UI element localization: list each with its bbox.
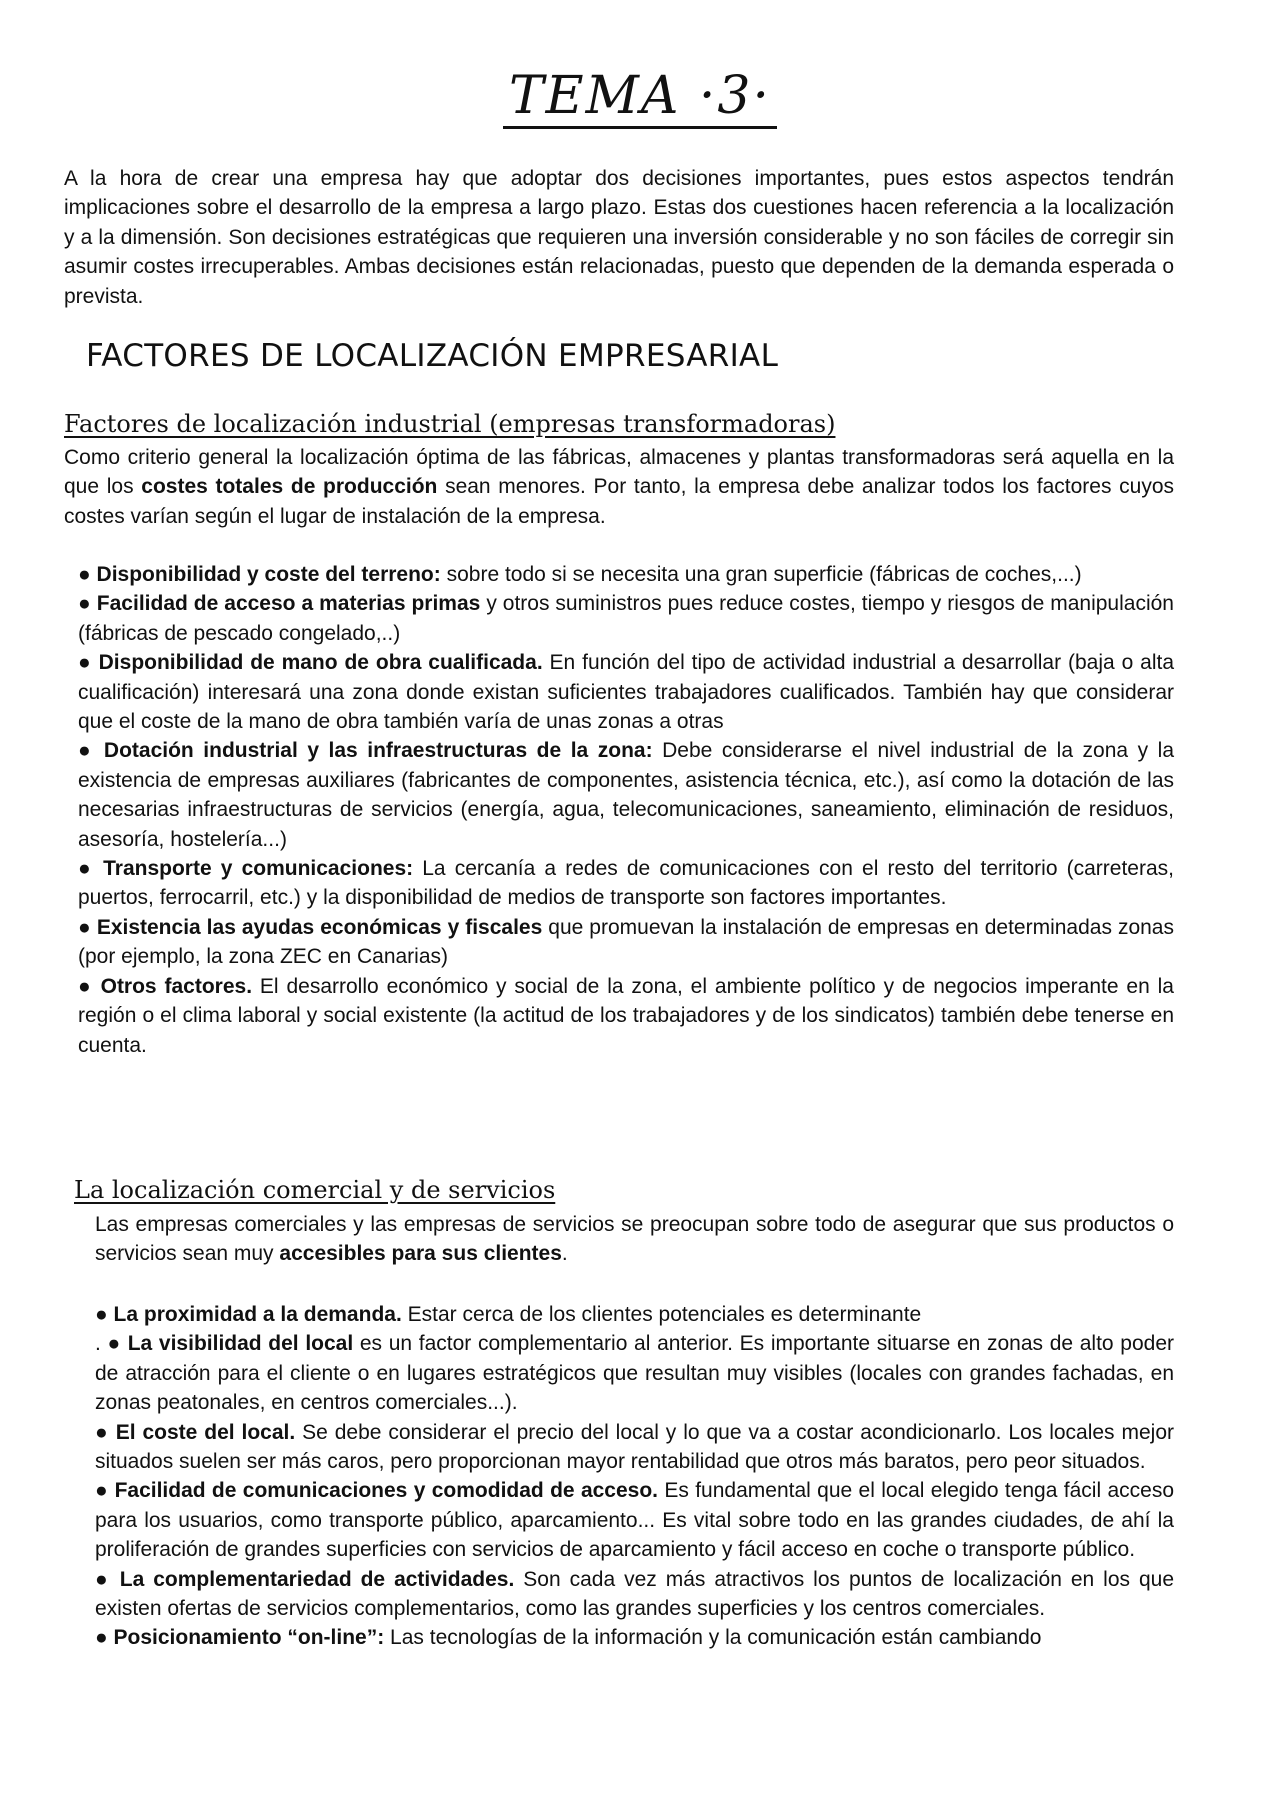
list-item: ● Facilidad de acceso a materias primas y otros suministros pues reduce costes, tiempo y riesgos de manipulación (fábricas de pescado congelado,..) [78, 592, 1174, 645]
commercial-paragraph: Las empresas comerciales y las empresas de servicios se preocupan sobre todo de asegurar que sus productos o servicios sean muy accesibles para sus clientes. [95, 1213, 1174, 1266]
list-item: ● Existencia las ayudas económicas y fiscales que promuevan la instalación de empresas en determinadas zonas (por ejemplo, la zona ZEC en Canarias) [78, 915, 1174, 969]
page-title: TEMA ·3· [0, 66, 1280, 126]
commercial-factor-list [95, 1300, 1174, 1653]
industrial-heading: Factores de localización industrial (empresas transformadoras) [64, 410, 836, 438]
list-item: ● Posicionamiento “on-line”: Las tecnologías de la información y la comunicación están cambiando [95, 1626, 1042, 1650]
intro-paragraph: A la hora de crear una empresa hay que adoptar dos decisiones importantes, pues estos aspectos tendrán implicaciones sobre el desarrollo de la empresa a largo plazo. Estas dos cuestiones hacen referencia a la localización y a la dimensión. Son decisiones estratégicas que requieren una inversión considerable y no son fáciles de corregir sin asumir costes irrecuperables. Ambas decisiones están relacionadas, puesto que dependen de la demanda esperada o prevista. [64, 167, 1174, 308]
list-item: ● Facilidad de comunicaciones y comodidad de acceso. Es fundamental que el local elegido tenga fácil acceso para los usuarios, como transporte público, aparcamiento... Es vital sobre todo en las grandes ciudades, de ahí la proliferación de grandes superficies con servicios de aparcamiento y fácil acceso en coche o transporte público. [95, 1479, 1174, 1562]
section-title: FACTORES DE LOCALIZACIÓN EMPRESARIAL [86, 338, 779, 374]
list-item: ● La complementariedad de actividades. Son cada vez más atractivos los puntos de localización en los que existen ofertas de servicios complementarios, como las grandes superficies y los centros comerciales. [95, 1567, 1174, 1621]
list-item: ● Dotación industrial y las infraestructuras de la zona: Debe considerarse el nivel industrial de la zona y la existencia de empresas auxiliares (fabricantes de componentes, asistencia técnica, etc.), así como la dotación de las necesarias infraestructuras de servicios (energía, agua, telecomunicaciones, saneamiento, eliminación de residuos, asesoría, hostelería...) [78, 739, 1174, 851]
list-item: ● Disponibilidad de mano de obra cualificada. En función del tipo de actividad industrial a desarrollar (baja o alta cualificación) interesará una zona donde existan suficientes trabajadores cualificados. También hay que considerar que el coste de la mano de obra también varía de unas zonas a otras [78, 651, 1174, 734]
commercial-heading: La localización comercial y de servicios [74, 1176, 556, 1204]
list-item: ● Transporte y comunicaciones: La cercanía a redes de comunicaciones con el resto del territorio (carreteras, puertos, ferrocarril, etc.) y la disponibilidad de medios de transporte son factores importantes. [78, 857, 1174, 910]
industrial-paragraph: Como criterio general la localización óptima de las fábricas, almacenes y plantas transformadoras será aquella en la que los costes totales de producción sean menores. Por tanto, la empresa debe analizar todos los factores cuyos costes varían según el lugar de instalación de la empresa. [64, 446, 1174, 528]
list-item: ● El coste del local. Se debe considerar el precio del local y lo que va a costar acondicionarlo. Los locales mejor situados suelen ser más caros, pero proporcionan mayor rentabilidad que otros más baratos, pero peor situados. [95, 1420, 1174, 1474]
list-item: ● Disponibilidad y coste del terreno: sobre todo si se necesita una gran superficie (fábricas de coches,...) [78, 563, 1082, 586]
industrial-factor-list [78, 560, 1174, 1060]
list-item: ● La proximidad a la demanda. Estar cerca de los clientes potenciales es determinante [95, 1303, 922, 1326]
list-item: ● Otros factores. El desarrollo económico y social de la zona, el ambiente político y de negocios imperante en la región o el clima laboral y social existente (la actitud de los trabajadores y de los sindicatos) también debe tenerse en cuenta. [78, 974, 1174, 1057]
list-item: . ● La visibilidad del local es un factor complementario al anterior. Es importante situarse en zonas de alto poder de atracción para el cliente o en lugares estratégicos que resultan muy visibles (locales con grandes fachadas, en zonas peatonales, en centros comerciales...). [95, 1332, 1174, 1415]
